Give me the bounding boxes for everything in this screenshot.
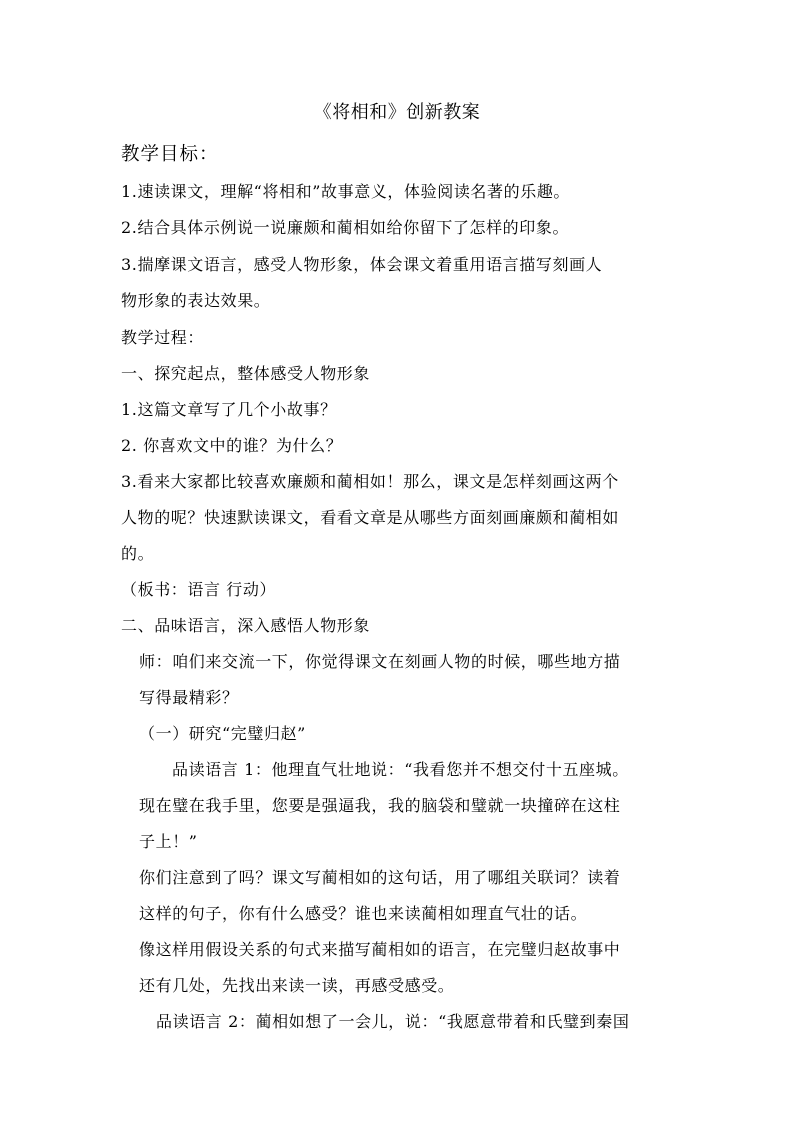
reading-point-1-continued: 现在璧在我手里，您要是强逼我，我的脑袋和璧就一块撞碎在这柱 [139,796,621,815]
discussion-line-2: 这样的句子，你有什么感受？谁也来读蔺相如理直气壮的话。 [139,904,588,923]
goal-item-3-continued: 物形象的表达效果。 [121,291,271,310]
part-one-heading: 一、探究起点，整体感受人物形象 [121,364,371,383]
reading-point-2: 品读语言 2：蔺相如想了一会儿，说：“我愿意带着和氏璧到秦国 [156,1012,630,1031]
blackboard-note: （板书：语言 行动） [121,580,277,599]
goal-item-1: 1.速读课文，理解“将相和”故事意义，体验阅读名著的乐趣。 [121,182,571,201]
teaching-process-heading: 教学过程： [121,328,205,347]
part-two-heading: 二、品味语言，深入感悟人物形象 [121,616,371,635]
goal-item-2: 2.结合具体示例说一说廉颇和蔺相如给你留下了怎样的印象。 [121,218,570,237]
question-3: 3.看来大家都比较喜欢廉颇和蔺相如！那么，课文是怎样刻画这两个 [121,472,619,491]
question-2: 2. 你喜欢文中的谁？为什么？ [121,436,343,455]
document-title: 《将相和》创新教案 [313,102,481,123]
subsection-one-heading: （一）研究“完璧归赵” [139,724,306,743]
reading-point-1-end: 子上！” [139,832,198,851]
discussion-line-1: 你们注意到了吗？课文写蔺相如的这句话，用了哪组关联词？读着 [139,868,621,887]
discussion-line-3: 像这样用假设关系的句式来描写蔺相如的语言，在完璧归赵故事中 [139,940,621,959]
teaching-goals-heading: 教学目标： [121,144,219,165]
goal-item-3: 3.揣摩课文语言，感受人物形象，体会课文着重用语言描写刻画人 [121,255,603,274]
question-3-continued: 人物的呢？快速默读课文，看看文章是从哪些方面刻画廉颇和蔺相如 [121,508,620,527]
discussion-line-4: 还有几处，先找出来读一读，再感受感受。 [139,976,455,995]
teacher-prompt: 师：咱们来交流一下，你觉得课文在刻画人物的时候，哪些地方描 [139,652,621,671]
question-3-end: 的。 [121,544,155,563]
reading-point-1: 品读语言 1：他理直气壮地说：“我看您并不想交付十五座城。 [172,760,629,779]
teacher-prompt-continued: 写得最精彩？ [139,688,239,707]
question-1: 1.这篇文章写了几个小故事？ [121,400,337,419]
